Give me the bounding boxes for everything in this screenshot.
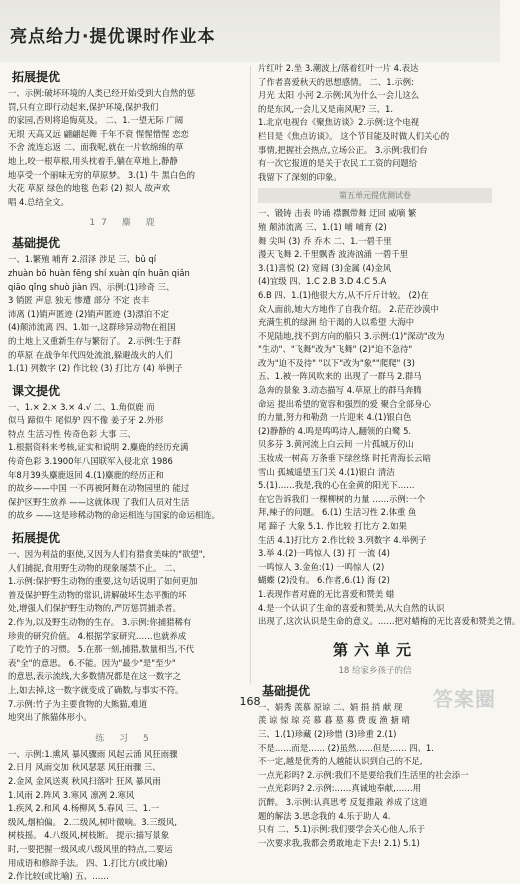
answer-line: 的力量,努力和勒劲 一片迎来 4.(1)银白色 — [258, 412, 412, 423]
answer-line: qiāo qǐng shuò jiàn 四、示例:(1)珍奇 三、 — [8, 281, 175, 292]
answer-line: 1.示例:保护野生动物的重要,这句话说明了如何更加 — [8, 576, 198, 587]
answer-line: 大花 草原 绿色的地毯 色彩 (2) 拟人 故声欢 — [8, 183, 170, 194]
answer-line: 7.示例:竹子为主要食物的大熊猫,难道 — [8, 698, 148, 709]
section-heading: 基础提优 — [12, 236, 61, 251]
answer-line: 充满生机的绿洲 给干渴的人以希望 大海中 — [258, 317, 415, 328]
answer-line: 殖 颠沛流离 三、1.(1) 哺 哺育 (2) — [258, 221, 387, 232]
answer-line: 罚,只有立即行动起来,保护环境,保护我们 — [8, 101, 159, 112]
column-divider — [250, 66, 251, 684]
answer-line: 4.是一个认识了生命的喜爱和赞美,从大自然的认识 — [258, 602, 445, 613]
answer-line: 一、1.× 2.× 3.× 4.√ 二、1.角似鹿 而 — [8, 401, 155, 412]
section-body — [8, 253, 242, 375]
lesson-title: 18 给家乡孩子的信 — [338, 665, 412, 676]
answer-line: 级风,烟柏偏。 2.二级风,树叶微响。3.三级风, — [8, 816, 178, 827]
section-body — [8, 748, 242, 884]
answer-line: 的草原 在战争年代四处流浪,躲避战火的人们 — [8, 349, 173, 360]
book-title: 亮点给力·提优课时作业本 — [10, 27, 216, 47]
answer-line: 生活 4.1)打比方 2.作比较 3.列数字 4.举例子 — [258, 534, 427, 545]
answer-line: 地上,咬一根草根,用头枕着手,躺在草地上,静静 — [8, 155, 178, 166]
section-heading: 课文提优 — [12, 383, 61, 398]
section-body — [258, 701, 492, 851]
answer-line: (4)宜级 四、1.C 2.B 3.D 4.C 5.A — [258, 276, 387, 287]
answer-line: 了作者喜爱秋天的思想感情。 二、1.示例: — [258, 76, 414, 87]
answer-line: (4)颠沛流离 四、1.如一,这群珍异动物在祖国 — [8, 322, 176, 333]
page-number: 168 — [239, 695, 261, 708]
answer-line: 蝴蝶 (2)没有。 6.作者,6.(1) 海 (2) — [258, 575, 390, 586]
answer-line: 了吃竹子的习惯。 5.在那一刻,捕猎,数量相当,不代 — [8, 644, 195, 655]
answer-line: 5.(1)……我是,我的心在金黄的阳光下…… — [258, 480, 415, 491]
answer-line: 五、1.被一阵风吹来的 出现了一群马 2.群马 — [258, 371, 422, 382]
answer-line: 一、示例:1.熏风 暴风骤雨 风起云涌 风狂雨骤 — [8, 748, 178, 759]
answer-line: 珍贵的研究价值。 4.根据学家研究……也就养成 — [8, 630, 187, 641]
answer-line: 题的解法 3.思念我的 4.乐于助人 4. — [258, 810, 391, 821]
answer-line: 1.(1) 列数字 (2) 作比较 (3) 打比方 (4) 举例子 — [8, 363, 183, 374]
answer-line: 雪山 孤城遥望玉门关 4.(1)银白 清洁 — [258, 466, 395, 477]
answer-line: 一点光彩吗? 2.示例:我们不是要给我们生活里的社会添一 — [258, 769, 469, 780]
answer-line: 表"全"的意思。 6.不能。因为"最少"是"至少" — [8, 657, 176, 668]
answer-line: 三、1.(1)珍藏 (2)珍惜 (3)珍重 2.(1) — [258, 728, 397, 739]
answer-line: 1.表现作者对鹿的无比喜爱和赞美 蜡 — [258, 588, 395, 599]
answer-line: 的意思,表示流线,大多数情况都是在这一数字之 — [8, 671, 181, 682]
answer-line: 2.金风 金风送爽 秋风扫落叶 狂风 暴风雨 — [8, 775, 161, 786]
answer-line: 沉醉。 3.示例:认真思考 反复推敲 养成了这道 — [258, 796, 428, 807]
answer-line: 3.(1)喜悦 (2) 宽阔 (3)金属 (4)金风 — [258, 262, 392, 273]
answer-line: 地享受一个丽味无穷的草原梦。 3.(1) 牛 黑白色的 — [8, 169, 195, 180]
answer-line: 1.北京电视台《聚焦访谈》2.示例:这个电视 — [258, 117, 420, 128]
answer-line: 一、娟秀 羡慕 原谅 二、娟 捐 捎 献 现 — [258, 701, 403, 712]
answer-line: 似马 蹄似牛 尾似驴 四不像 姜子牙 2.外形 — [8, 415, 164, 426]
answer-line: 唱 4.总结全文。 — [8, 196, 69, 207]
answer-line: 一鸣惊人 3.金鱼:(1) 一鸣惊人 (2) — [258, 561, 385, 572]
answer-line: 拜,辣子的问题。 6.(1) 生活习性 2.体重 鱼 — [258, 507, 417, 518]
answer-line: zhuàn bō huàn fēng shí xuàn qín huān qiǎn — [8, 267, 190, 278]
answer-line: 命运 提出希望的宽容和强烈的爱 聚合全部身心 — [258, 398, 431, 409]
answer-line: 事情,把握社会热点,立场公正。 3.示例:我们台 — [258, 144, 428, 155]
answer-line: 6.B 四、1.(1)他很大方,从不斤斤计较。 (2)在 — [258, 289, 429, 300]
answer-line: 处,增强人们保护野生动物的,严厉惩罚捕杀者。 — [8, 603, 181, 614]
answer-line: 众人面前,她大方地作了自我介绍。 2.茫茫沙漠中 — [258, 303, 439, 314]
answer-line: 2.日月 风雨交加 秋风瑟瑟 风狂雨骤 三、 — [8, 762, 161, 773]
answer-line: "生动"、"飞舞"改为"飞舞" (2)"迫不急待" — [258, 344, 413, 355]
section-body — [258, 207, 520, 628]
answer-line: 1.疾风 2.和风 4.杨柳风 5.春风 三、1.一 — [8, 803, 160, 814]
section-heading: 基础提优 — [262, 683, 311, 698]
answer-line: 尾 蹄子 大象 5.1. 作比较 打比方 2.如果 — [258, 521, 407, 531]
answer-line: (2)静静的 4.鸣是鸣鸣诗人,翻领的白鹭 5. — [258, 425, 412, 436]
answer-line: 3 销匿 声息 独无 惨遭 部分 不定 丧丰 — [8, 295, 150, 306]
answer-line: 玉妆成一树高 万条垂下绿丝绦 时托青海长云暗 — [258, 453, 431, 464]
answer-line: 一、锻铸 击表 吟诵 襟飘带舞 迂回 威嘀 繁 — [258, 208, 417, 219]
right-column — [258, 62, 520, 850]
answer-line: 沛离 (1)销声匿迹 (2)销声匿迹 (3)漂泊不定 — [8, 308, 169, 319]
left-column — [8, 62, 242, 884]
watermark: 答案圈 — [433, 687, 496, 711]
answer-line: 片红叶 2.坐 3.潮波上/落着红叶一片 4.表达 — [258, 63, 419, 73]
section-body — [8, 401, 242, 523]
answer-line: 的故乡 ——这是珍稀动物的命运相连与国家的命运相连。 — [8, 510, 221, 521]
answer-line: 一点光彩吗? 2.示例:……真诚地奉献,……用 — [258, 783, 421, 794]
exam-title: 第五单元提优测试卷 — [258, 188, 492, 203]
unit-title: 第六单元 — [332, 640, 417, 659]
answer-line: 羡 谅 惊 琼 亮 慕 暮 墓 募 费 废 渔 搪 晴 — [258, 715, 410, 726]
answer-line: 的是东风,一会儿又是南风呢? 三、1. — [258, 103, 394, 114]
answer-line: 舞 尖叫 (3) 乔 乔木 二、1.一碧千里 — [258, 235, 392, 246]
answer-line: 急奔的景象 3.动态描写 4.草原上的群马奔腾 — [258, 385, 422, 396]
answer-line: 一、因为利益的驱使,又因为人们有猎食美味的"欲望", — [8, 549, 206, 560]
answer-line: 的故乡——中国 一不再被阿舞在动物园里的 能过 — [8, 483, 190, 494]
answer-line: 1.根据资料来考核,证实和说明 2.麋鹿的经历充满 — [8, 442, 189, 453]
answer-line: 不舍 流连忘返 二、面我呢,就在一片软绵绵的草 — [8, 142, 184, 153]
answer-line: 有一次它报道的是关于农民工工资的问题给 — [258, 158, 418, 169]
answer-line: 出现了,这次认识是生命的意义。……把对蜡梅的无比喜爱和赞美之情。 — [258, 616, 520, 627]
answer-line: 改为"迫不及待" "以下"改为"象""爬爬" (3) — [258, 357, 415, 368]
answer-line: 树枝摇。 4.八级风,树枝断。 提示:描写景象 — [8, 830, 170, 841]
answer-line: 一、1.繁殖 哺育 2.沼泽 涉足 三、bǔ qí — [8, 254, 157, 265]
answer-line: 传奇色彩 3.1900年八国联军入侵北京 1986 — [8, 456, 173, 467]
answer-line: 一次要求我,我都会勇敢地走下去! 2.1) 5.1) — [258, 837, 420, 848]
answer-line: 3.举 4.(2)一鸣惊人 (3) 打 一流 (4) — [258, 548, 390, 559]
answer-line: 保护区野生放养 ——这就体现 了我们人员对生活 — [8, 496, 190, 507]
lesson-title: 练 习 5 — [95, 733, 155, 744]
answer-line: 人们捕捉,食用野生动物的现象屡禁不止。 二、 — [8, 562, 181, 573]
answer-line: 无垠 天高又远 翩翩起舞 千年不衰 惺惺惜惺 恋恋 — [8, 128, 189, 139]
section-body — [258, 62, 492, 184]
section-body — [8, 87, 242, 209]
answer-line: 特点 生活习性 传奇色彩 大事 三、 — [8, 428, 136, 439]
lesson-title: 17 麋 鹿 — [89, 218, 161, 229]
header-band — [0, 0, 500, 62]
answer-line: 2.作比较(或比喻) 五、…… — [8, 871, 109, 882]
answer-line: 月光 太阳 小河 2.示例:风为什么一会儿这么 — [258, 90, 420, 101]
answer-line: 上,如去掉,这一数字就变成了确数,与事实不符。 — [8, 684, 184, 695]
answer-line: 的家园,否则将追悔莫及。 二、1.一望无际 广阔 — [8, 115, 184, 126]
answer-line: 漫天飞舞 2.千里飘香 波涛汹涌 一碧千里 — [258, 249, 408, 260]
answer-line: 一、示例:破坏环境的人类已经开始受到大自然的惩 — [8, 88, 196, 98]
answer-line: 年8月39头麋鹿返回 4.(1)麋鹿的经历正和 — [8, 469, 164, 480]
answer-line: 的土地上又重新生存与繁衍了。 2.示例:生于群 — [8, 335, 181, 346]
answer-line: 在它告诉我们 一棵柳树的力量 ……示例:一个 — [258, 493, 426, 504]
answer-line: 时,一要把握一级风或八级风里的特点,二要运 — [8, 843, 173, 854]
answer-line: 地突出了熊猫体形小。 — [8, 712, 92, 723]
answer-line: 不是……而是…… (2)虽然……但是…… 四、1. — [258, 742, 434, 753]
answer-line: 不见陆地,找不到方向的船只 3.示例:(1)"深动"改为 — [258, 330, 445, 341]
answer-line: 栏目是《焦点访谈》。 这个节目能及时做人们关心的 — [258, 130, 450, 141]
section-heading: 拓展提优 — [12, 531, 61, 546]
answer-line: 1.风雨 2.阵风 3.寒风 凛冽 2.寒风 — [8, 789, 135, 800]
answer-line: 用成语和修辞手法。 四、1.打比方(或比喻) — [8, 857, 168, 868]
answer-line: 贝多芬 3.黄河流上白云间 一片孤城万仞山 — [258, 439, 414, 450]
answer-line: 我留下了深刻的印象。 — [258, 171, 342, 182]
answer-line: 普及保护野生动物的常识,讲解破坏生态平衡的坏 — [8, 589, 187, 600]
answer-line: 只有 二、5.1)示例:我们要学会关心他人,乐于 — [258, 824, 426, 835]
section-heading: 拓展提优 — [12, 70, 61, 84]
answer-line: 2.作为,以及野生动物的生存。 3.示例:你捕猎稀有 — [8, 617, 192, 627]
answer-line: 不一定,越是优秀的人越能认识到自己的不足, — [258, 756, 423, 767]
